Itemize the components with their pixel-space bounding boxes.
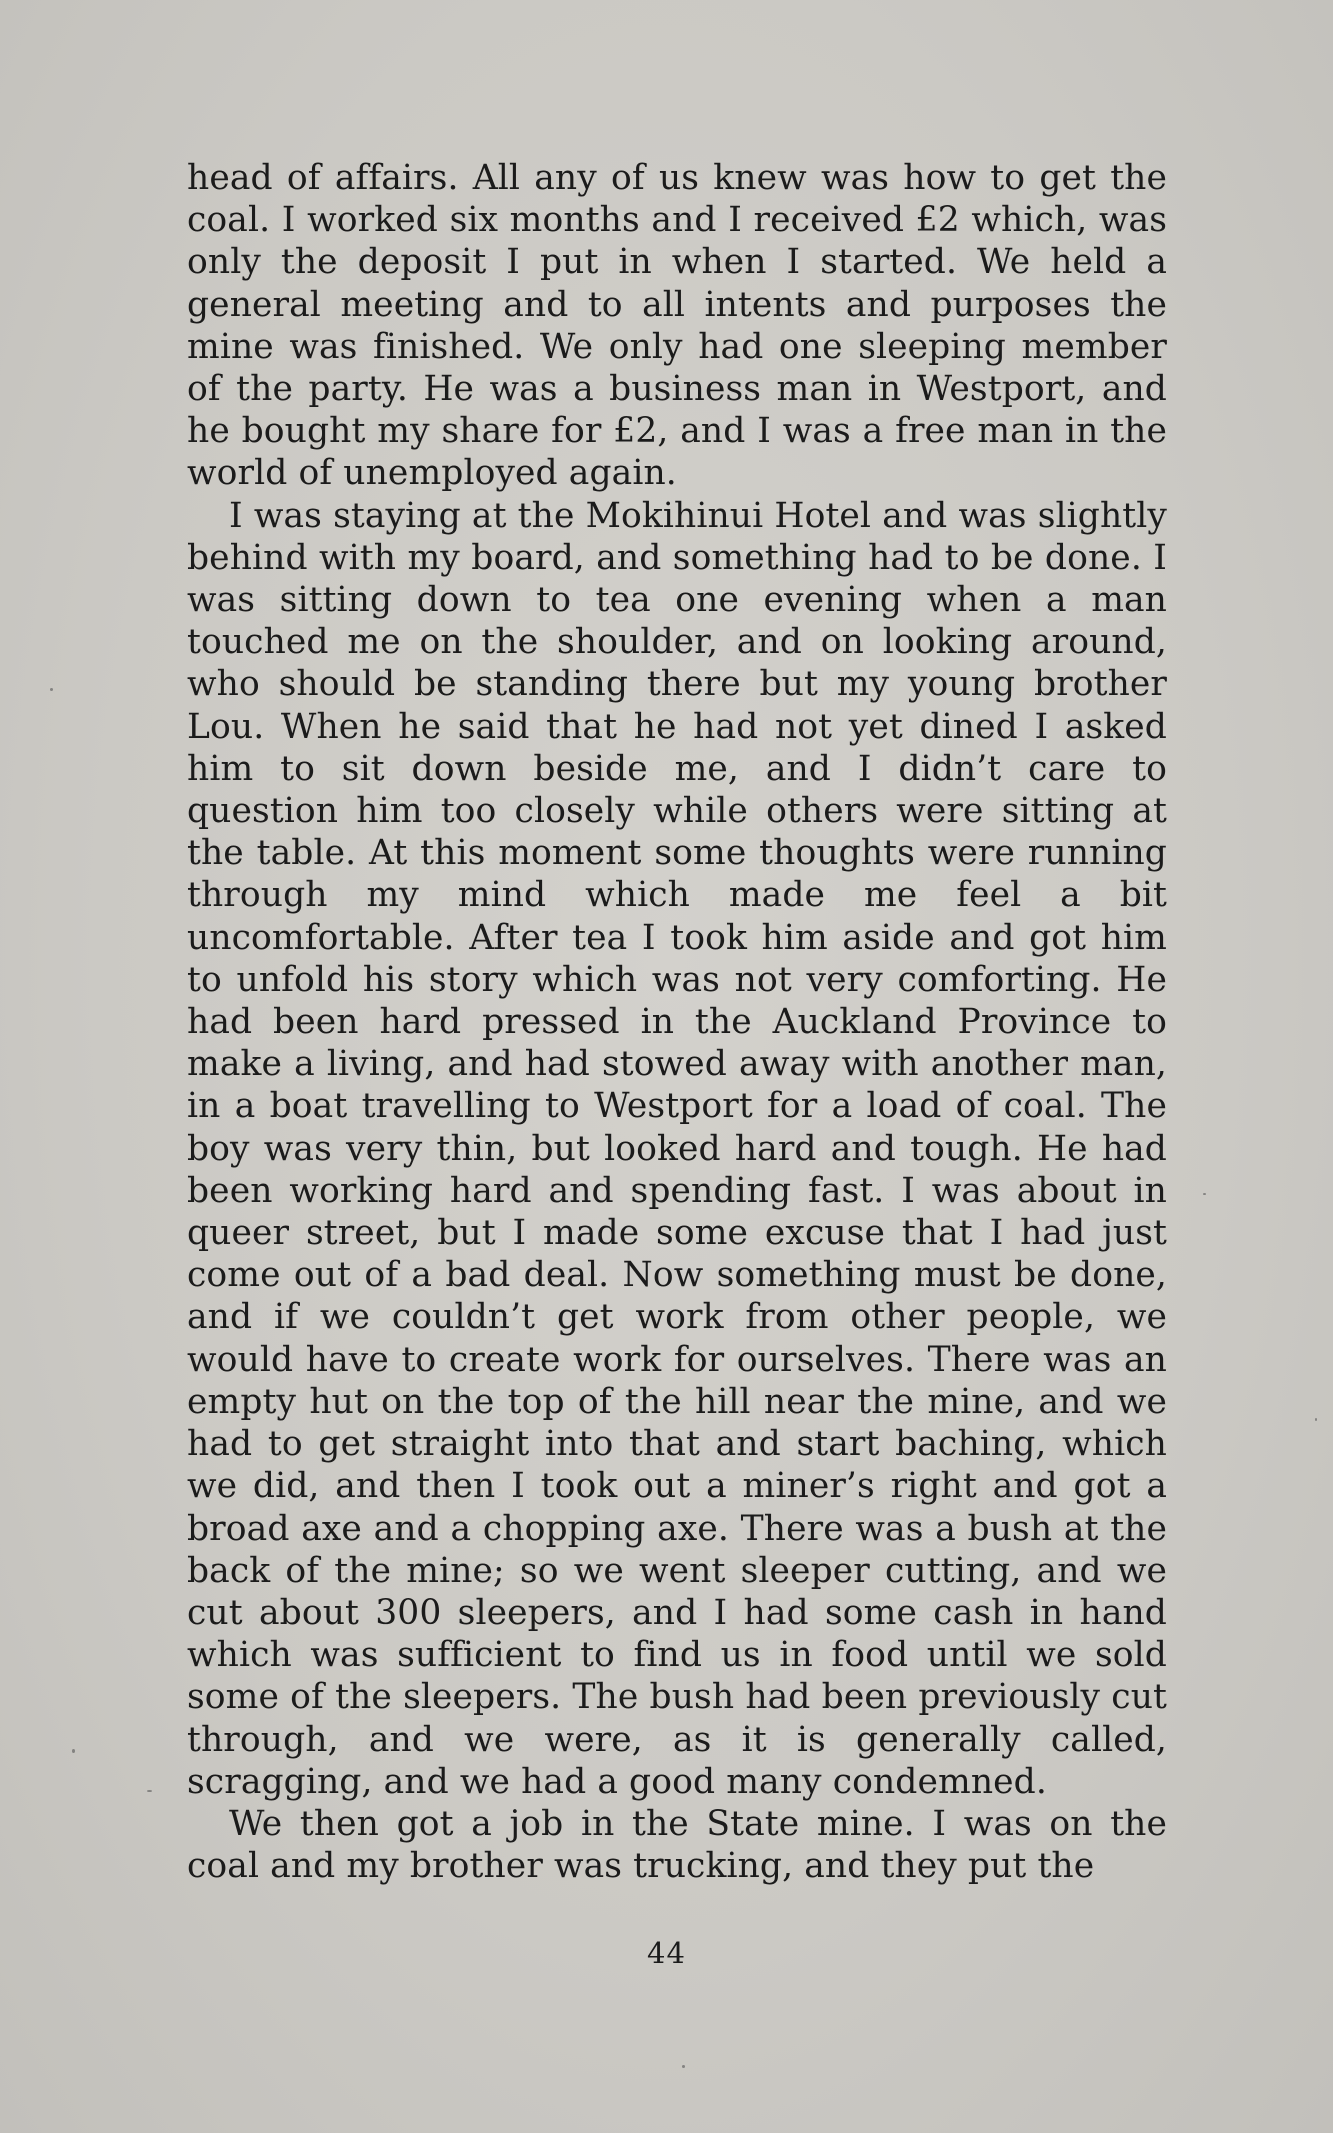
body-text xyxy=(187,157,1167,1887)
paper-speck xyxy=(147,1790,152,1792)
paper-speck xyxy=(50,688,53,691)
paper-speck xyxy=(72,1749,75,1753)
paper-speck xyxy=(1203,1193,1206,1195)
page-number: 44 xyxy=(647,1936,686,1970)
paragraph-state-mine: We then got a job in the State mine. I was on the coal and my brother was trucking, and they put the xyxy=(187,1803,1167,1887)
paragraph-mokihinui-hotel: I was staying at the Mokihinui Hotel and was slightly behind with my board, and something had to be done. I was sitting down to tea one evening when a man touched me on the shoulder, and on looking around, who should be standing there but my young brother Lou. When he said that he had not yet dined I asked him to sit down beside me, and I didn’t care to question him too closely while others were sitting at the table. At this moment some thoughts were running through my mind which made me feel a bit uncomfortable. After tea I took him aside and got him to unfold his story which was not very comforting. He had been hard pressed in the Auckland Province to make a living, and had stowed away with another man, in a boat travelling to Westport for a load of coal. The boy was very thin, but looked hard and tough. He had been working hard and spending fast. I was about in queer street, but I made some excuse that I had just come out of a bad deal. Now something must be done, and if we couldn’t get work from other people, we would have to create work for ourselves. There was an empty hut on the top of the hill near the mine, and we had to get straight into that and start baching, which we did, and then I took out a miner’s right and got a broad axe and a chopping axe. There was a bush at the back of the mine; so we went sleeper cutting, and we cut about 300 sleepers, and I had some cash in hand which was sufficient to find us in food until we sold some of the sleepers. The bush had been previously cut through, and we were, as it is generally called, scragging, and we had a good many condemned. xyxy=(187,495,1167,1802)
paper-speck xyxy=(1315,1418,1317,1421)
paper-speck xyxy=(682,2065,685,2068)
paragraph-continued: head of affairs. All any of us knew was how to get the coal. I worked six months and I received £2 which, was only the deposit I put in when I started. We held a general meeting and to all intents and purposes the mine was finished. We only had one sleeping member of the party. He was a business man in Westport, and he bought my share for £2, and I was a free man in the world of unemployed again. xyxy=(187,158,1167,494)
